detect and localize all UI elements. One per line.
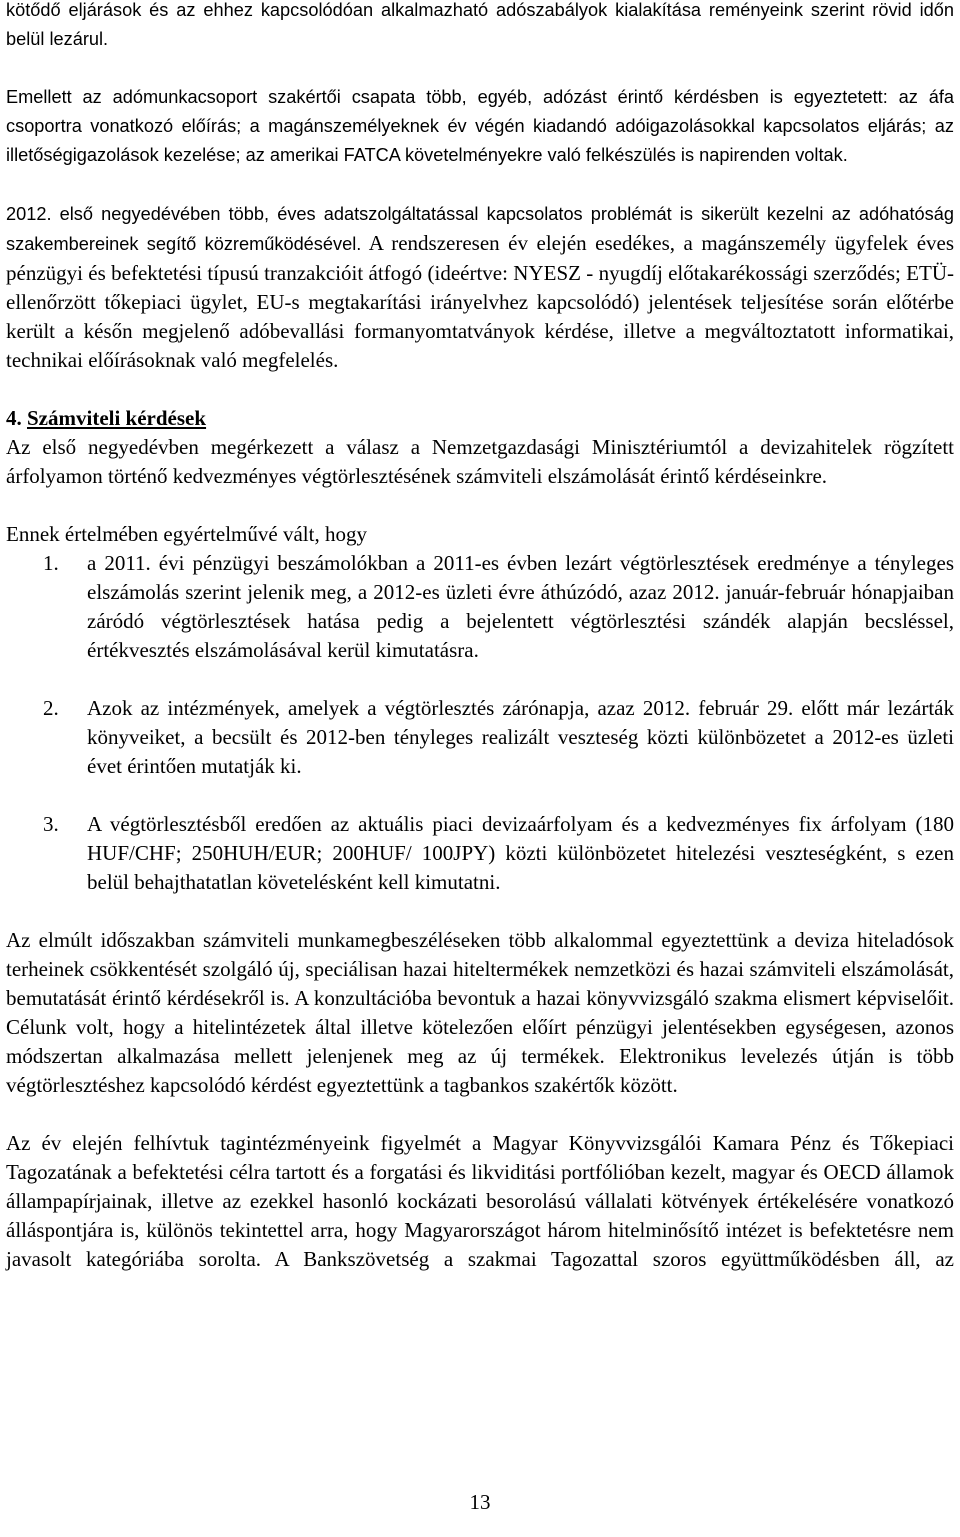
list-item-number: 2. bbox=[43, 696, 59, 720]
paragraph-ministry-answer: Az első negyedévben megérkezett a válasz a Nemzetgazdasági Minisztériumtól a devizahitelek rögzített árfolyamon történő kedvezményes végtörlesztésének számviteli elszámolását érintő kérdéseinkre. bbox=[6, 435, 954, 488]
section-title: Számviteli kérdések bbox=[27, 406, 207, 430]
list-item bbox=[6, 810, 954, 897]
paragraph-2012-reporting bbox=[6, 199, 954, 375]
list-item-number: 3. bbox=[43, 812, 59, 836]
page-number: 13 bbox=[469, 1490, 491, 1514]
list-item bbox=[6, 549, 954, 665]
paragraph-2012-reporting-sans: 2012. első negyedévében több, éves adatszolgáltatással kapcsolatos problémát is sikerült kezelni az adóhatóság szakembereinek segítő közreműködésével. bbox=[6, 204, 954, 254]
paragraph-spacer bbox=[6, 170, 954, 199]
paragraph-lead-in: Ennek értelmében egyértelművé vált, hogy bbox=[6, 522, 367, 546]
list-item-spacer bbox=[6, 781, 954, 810]
list-item-spacer bbox=[6, 665, 954, 694]
paragraph-spacer bbox=[6, 54, 954, 83]
list-item-text: A végtörlesztésből eredően az aktuális piaci devizaárfolyam és a kedvezményes fix árfolyam (180 HUF/CHF; 250HUH/EUR; 200HUF/ 100JPY) közti különbözetet hitelezési veszteségként, s ezen belül behajthatatlan követelésként kell kimutatni. bbox=[87, 812, 954, 894]
paragraph-tax-rules: kötődő eljárások és az ehhez kapcsolódóan alkalmazható adószabályok kialakítása reményeink szerint rövid időn belül lezárul. bbox=[6, 0, 954, 49]
findings-list bbox=[6, 549, 954, 897]
document-page bbox=[6, 0, 954, 1274]
list-item-text: a 2011. évi pénzügyi beszámolókban a 2011-es évben lezárt végtörlesztések eredménye a tényleges elszámolás szerint jelenik meg, a 2012-es üzleti évre áthúzódó, azaz 2012. január-február hónapjaiban záródó végtörlesztések hatása pedig a bejelentett végtörlesztési szándék alapján becsléssel, értékvesztés elszámolásával kerül kimutatásra. bbox=[87, 551, 954, 662]
paragraph-spacer bbox=[6, 375, 954, 404]
paragraph-spacer bbox=[6, 897, 954, 926]
section-number: 4. bbox=[6, 406, 22, 430]
paragraph-year-start: Az év elején felhívtuk tagintézményeink figyelmét a Magyar Könyvvizsgálói Kamara Pénz és Tőkepiaci Tagozatának a befektetési célra tartott és a forgatási és likviditási portfólióban kezelt, magyar és OECD államok állampapírjainak, illetve az ezekkel hasonló kockázati besorolású vállalati kötvények értékelésére vonatkozó álláspontjára is, különös tekintettel arra, hogy Magyarországot három hitelminősítő intézet is befektetésre nem javasolt kategóriába sorolta. A Bankszövetség a szakmai Tagozattal szoros együttműködésben áll, az bbox=[6, 1131, 954, 1271]
paragraph-spacer bbox=[6, 1100, 954, 1129]
paragraph-spacer bbox=[6, 491, 954, 520]
paragraph-consultation: Az elmúlt időszakban számviteli munkamegbeszéléseken több alkalommal egyeztettünk a deviza hiteladósok terheinek csökkentését szolgáló új, speciálisan hazai hiteltermékek nemzetközi és hazai számviteli elszámolását, bemutatását érintő kérdésekről is. A konzultációba bevontuk a hazai könyvvizsgáló szakma elismert képviselőit. Célunk volt, hogy a hitelintézetek által illetve kötelezően előírt pénzügyi jelentésekben egységesen, azonos módszertan alkalmazása mellett jelenjenek meg az új termékek. Elektronikus levelezés útján is több végtörlesztéshez kapcsolódó kérdést egyeztettünk a tagbankos szakértők között. bbox=[6, 928, 954, 1097]
section-heading bbox=[6, 404, 954, 433]
paragraph-tax-working-group: Emellett az adómunkacsoport szakértői csapata több, egyéb, adózást érintő kérdésben is egyeztetett: az áfa csoportra vonatkozó előírás; a magánszemélyeknek év végén kiadandó adóigazolásokkal kapcsolatos eljárás; az illetőségigazolások kezelése; az amerikai FATCA követelményekre való felkészülés is napirenden voltak. bbox=[6, 87, 954, 165]
list-item-number: 1. bbox=[43, 551, 59, 575]
list-item bbox=[6, 694, 954, 781]
paragraph-2012-reporting-serif: A rendszeresen év elején esedékes, a magánszemély ügyfelek éves pénzügyi és befektetési típusú tranzakcióit átfogó (ideértve: NYESZ - nyugdíj előtakarékossági szerződés; ETÜ- ellenőrzött tőkepiaci ügylet, EU-s megtakarítási irányelvhez kapcsolódó) jelentések teljesítése során előtérbe került a későn megjelenő adóbevallási formanyomtatványok kérdése, illetve a megváltoztatott informatikai, technikai előírásoknak való megfelelés. bbox=[6, 231, 955, 372]
list-item-text: Azok az intézmények, amelyek a végtörlesztés zárónapja, azaz 2012. február 29. előtt már lezárták könyveiket, a becsült és 2012-ben tényleges realizált veszteség közti különbözetet a 2012-es üzleti évet érintően mutatják ki. bbox=[87, 696, 954, 778]
